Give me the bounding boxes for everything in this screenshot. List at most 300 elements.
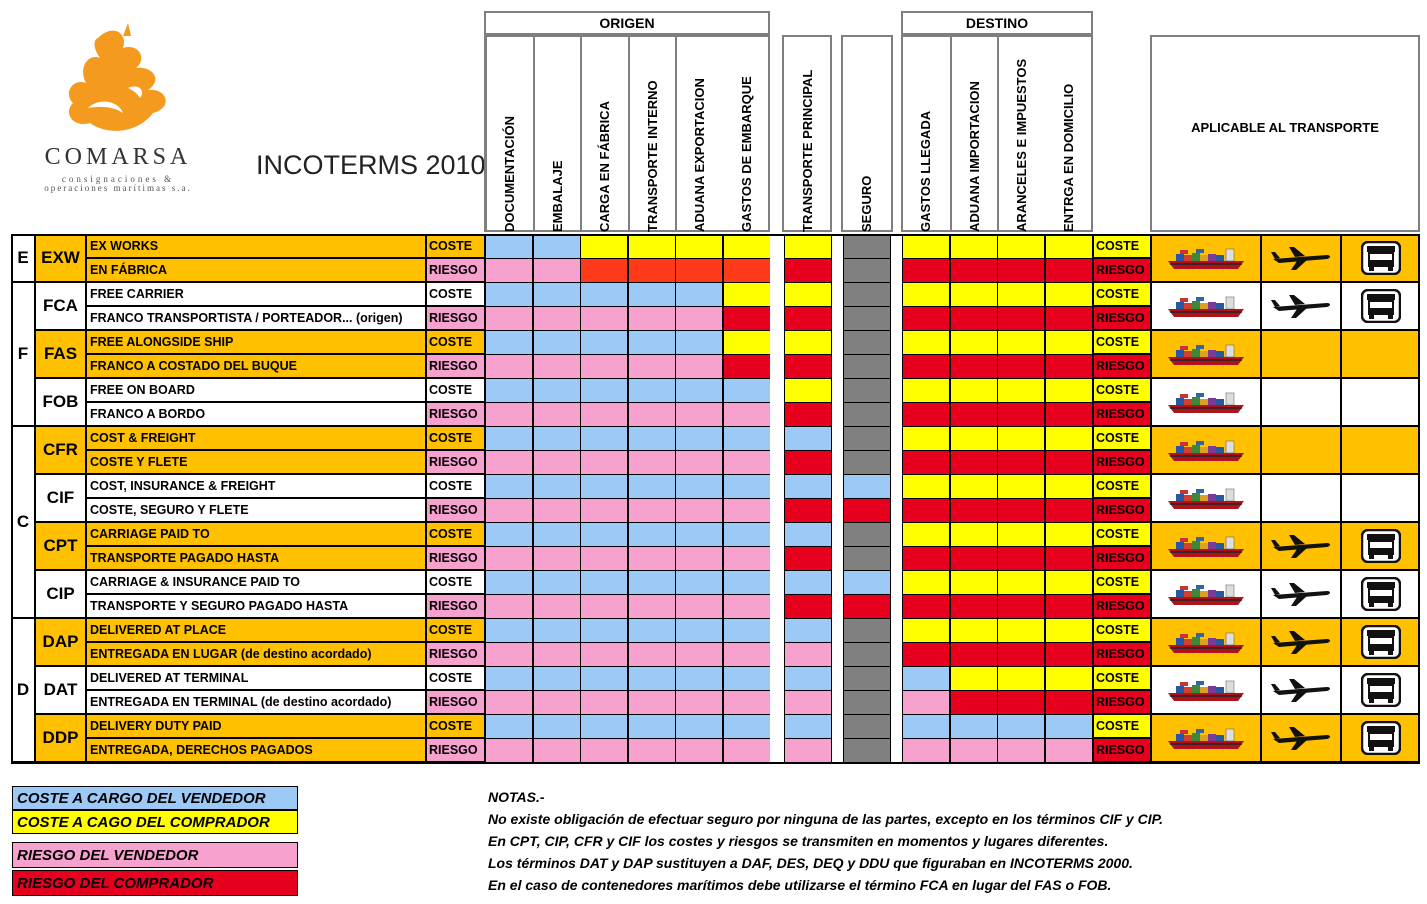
term-name-es: TRANSPORTE Y SEGURO PAGADO HASTA	[86, 594, 426, 618]
term-name-en: FREE ON BOARD	[86, 378, 426, 402]
cost-cell	[628, 282, 676, 307]
cost-label-dest: COSTE	[1093, 618, 1151, 642]
risk-cell	[843, 306, 891, 331]
cost-cell	[1045, 522, 1093, 547]
category-letter: C	[11, 426, 35, 618]
cost-cell	[902, 522, 950, 547]
risk-label-dest: RIESGO	[1093, 594, 1151, 618]
risk-cell	[628, 354, 676, 379]
risk-cell	[723, 258, 771, 283]
cost-cell	[950, 714, 998, 739]
cost-cell	[902, 714, 950, 739]
risk-cell	[950, 642, 998, 667]
risk-cell	[580, 354, 628, 379]
truck-icon	[1341, 282, 1420, 330]
risk-cell	[950, 498, 998, 523]
transport-empty-cell	[1341, 378, 1420, 426]
column-header: TRANSPORTE INTERNO	[628, 35, 675, 232]
risk-cell	[902, 546, 950, 571]
column-header: ENTRGA EN DOMICILIO	[1061, 83, 1076, 232]
cost-cell	[950, 426, 998, 451]
risk-cell	[784, 642, 832, 667]
cost-cell	[784, 426, 832, 451]
cost-cell	[723, 714, 771, 739]
cost-cell	[723, 330, 771, 355]
cost-cell	[485, 474, 533, 499]
cost-cell	[843, 330, 891, 355]
risk-cell	[997, 354, 1045, 379]
risk-cell	[675, 690, 723, 715]
risk-cell	[784, 450, 832, 475]
risk-cell	[843, 402, 891, 427]
cost-cell	[950, 378, 998, 403]
risk-label: RIESGO	[426, 450, 485, 474]
cost-cell	[843, 714, 891, 739]
cost-cell	[485, 282, 533, 307]
aplicable-header: APLICABLE AL TRANSPORTE	[1191, 120, 1379, 135]
risk-cell	[533, 738, 581, 763]
risk-label-dest: RIESGO	[1093, 450, 1151, 474]
cost-cell	[580, 282, 628, 307]
airplane-icon	[1261, 522, 1341, 570]
container-ship-icon	[1151, 522, 1261, 570]
logo-name: COMARSA	[44, 144, 192, 170]
airplane-icon	[1261, 234, 1341, 282]
group-destino: DESTINO	[901, 11, 1093, 35]
cost-label: COSTE	[426, 330, 485, 354]
cost-cell	[723, 618, 771, 643]
cost-cell	[580, 378, 628, 403]
cost-cell	[533, 282, 581, 307]
note-line: En el caso de contenedores marítimos debe utilizarse el término FCA en lugar del FAS o FOB.	[488, 877, 1112, 893]
risk-cell	[485, 354, 533, 379]
cost-cell	[675, 378, 723, 403]
cost-cell	[533, 426, 581, 451]
risk-cell	[628, 498, 676, 523]
incoterm-code: CIF	[35, 474, 86, 522]
note-line: No existe obligación de efectuar seguro por ninguna de las partes, excepto en los términos CIF y CIP.	[488, 811, 1164, 827]
risk-cell	[533, 498, 581, 523]
risk-cell	[1045, 450, 1093, 475]
cost-cell	[533, 666, 581, 691]
cost-cell	[1045, 474, 1093, 499]
note-line: En CPT, CIP, CFR y CIF los costes y riesgos se transmiten en momentos y lugares diferentes.	[488, 833, 1109, 849]
cost-cell	[902, 378, 950, 403]
cost-cell	[1045, 618, 1093, 643]
cost-cell	[997, 330, 1045, 355]
airplane-icon	[1261, 666, 1341, 714]
cost-label-dest: COSTE	[1093, 378, 1151, 402]
risk-cell	[580, 306, 628, 331]
incoterm-code: DAP	[35, 618, 86, 666]
risk-cell	[628, 450, 676, 475]
legend-item: RIESGO DEL VENDEDOR	[12, 842, 298, 868]
truck-icon	[1341, 234, 1420, 282]
cost-cell	[843, 522, 891, 547]
risk-cell	[675, 546, 723, 571]
cost-label-dest: COSTE	[1093, 282, 1151, 306]
cost-cell	[1045, 282, 1093, 307]
cost-cell	[628, 426, 676, 451]
risk-cell	[784, 306, 832, 331]
risk-cell	[533, 306, 581, 331]
cost-cell	[485, 234, 533, 259]
term-name-en: COST & FREIGHT	[86, 426, 426, 450]
risk-cell	[843, 594, 891, 619]
cost-cell	[843, 378, 891, 403]
transport-empty-cell	[1341, 474, 1420, 522]
term-name-en: FREE ALONGSIDE SHIP	[86, 330, 426, 354]
cost-cell	[485, 666, 533, 691]
cost-cell	[902, 474, 950, 499]
risk-cell	[902, 594, 950, 619]
cost-cell	[723, 426, 771, 451]
container-ship-icon	[1151, 378, 1261, 426]
risk-cell	[485, 546, 533, 571]
cost-cell	[723, 570, 771, 595]
category-letter: E	[11, 234, 35, 282]
risk-cell	[723, 402, 771, 427]
risk-cell	[675, 642, 723, 667]
risk-cell	[533, 354, 581, 379]
risk-cell	[843, 642, 891, 667]
cost-label-dest: COSTE	[1093, 714, 1151, 738]
risk-cell	[533, 594, 581, 619]
group-origen: ORIGEN	[484, 11, 770, 35]
risk-cell	[902, 498, 950, 523]
cost-label: COSTE	[426, 426, 485, 450]
airplane-icon	[1261, 618, 1341, 666]
cost-cell	[580, 330, 628, 355]
risk-cell	[784, 498, 832, 523]
risk-cell	[580, 546, 628, 571]
risk-cell	[950, 306, 998, 331]
company-logo	[28, 18, 228, 198]
cost-label: COSTE	[426, 570, 485, 594]
risk-cell	[628, 402, 676, 427]
cost-cell	[580, 570, 628, 595]
cost-cell	[628, 714, 676, 739]
incoterm-code: CPT	[35, 522, 86, 570]
risk-cell	[675, 306, 723, 331]
risk-cell	[784, 690, 832, 715]
risk-cell	[902, 738, 950, 763]
cost-cell	[628, 666, 676, 691]
cost-cell	[1045, 330, 1093, 355]
risk-cell	[580, 402, 628, 427]
cost-cell	[675, 570, 723, 595]
risk-cell	[533, 546, 581, 571]
cost-cell	[784, 474, 832, 499]
incoterm-code: CIP	[35, 570, 86, 618]
cost-cell	[580, 618, 628, 643]
page-title: INCOTERMS 2010	[256, 150, 486, 180]
risk-cell	[580, 498, 628, 523]
risk-cell	[950, 402, 998, 427]
risk-cell	[580, 450, 628, 475]
container-ship-icon	[1151, 330, 1261, 378]
risk-cell	[1045, 498, 1093, 523]
cost-cell	[902, 618, 950, 643]
container-ship-icon	[1151, 474, 1261, 522]
legend-item: RIESGO DEL COMPRADOR	[12, 870, 298, 896]
cost-cell	[784, 378, 832, 403]
risk-label-dest: RIESGO	[1093, 354, 1151, 378]
truck-icon	[1341, 666, 1420, 714]
cost-cell	[843, 426, 891, 451]
risk-cell	[580, 594, 628, 619]
risk-cell	[675, 498, 723, 523]
risk-cell	[997, 546, 1045, 571]
column-header: ADUANA EXPORTACION	[675, 35, 722, 232]
term-name-es: EN FÁBRICA	[86, 258, 426, 282]
logo-tagline: consignaciones &	[61, 174, 175, 184]
risk-cell	[628, 642, 676, 667]
risk-label: RIESGO	[426, 354, 485, 378]
truck-icon	[1341, 618, 1420, 666]
cost-cell	[784, 618, 832, 643]
cost-cell	[485, 330, 533, 355]
cost-cell	[580, 234, 628, 259]
cost-cell	[997, 234, 1045, 259]
cost-cell	[628, 330, 676, 355]
cost-cell	[950, 282, 998, 307]
risk-cell	[902, 690, 950, 715]
risk-cell	[580, 258, 628, 283]
cost-cell	[628, 234, 676, 259]
incoterm-code: EXW	[35, 234, 86, 282]
risk-cell	[485, 690, 533, 715]
cost-cell	[784, 522, 832, 547]
risk-cell	[997, 642, 1045, 667]
risk-cell	[1045, 594, 1093, 619]
category-letter: D	[11, 618, 35, 762]
cost-cell	[784, 666, 832, 691]
column-header: GASTOS LLEGADA	[918, 110, 933, 232]
cost-cell	[675, 234, 723, 259]
cost-cell	[485, 570, 533, 595]
cost-cell	[580, 426, 628, 451]
cost-cell	[950, 618, 998, 643]
risk-label-dest: RIESGO	[1093, 498, 1151, 522]
cost-label-dest: COSTE	[1093, 426, 1151, 450]
risk-cell	[997, 498, 1045, 523]
risk-cell	[675, 738, 723, 763]
risk-cell	[902, 258, 950, 283]
cost-cell	[628, 618, 676, 643]
term-name-en: CARRIAGE & INSURANCE PAID TO	[86, 570, 426, 594]
risk-cell	[997, 738, 1045, 763]
column-header: TRANSPORTE PRINCIPAL	[800, 69, 815, 232]
cost-cell	[950, 666, 998, 691]
risk-label: RIESGO	[426, 498, 485, 522]
cost-cell	[485, 426, 533, 451]
risk-cell	[675, 258, 723, 283]
transport-empty-cell	[1261, 426, 1341, 474]
term-name-en: DELIVERED AT PLACE	[86, 618, 426, 642]
risk-label: RIESGO	[426, 642, 485, 666]
risk-label: RIESGO	[426, 546, 485, 570]
risk-cell	[1045, 258, 1093, 283]
cost-cell	[580, 474, 628, 499]
risk-cell	[902, 402, 950, 427]
risk-cell	[902, 354, 950, 379]
cost-cell	[628, 378, 676, 403]
risk-cell	[843, 354, 891, 379]
risk-label: RIESGO	[426, 306, 485, 330]
term-name-es: ENTREGADA EN TERMINAL (de destino acordado)	[86, 690, 426, 714]
cost-cell	[843, 234, 891, 259]
cost-cell	[723, 474, 771, 499]
legend-item: COSTE A CARGO DEL VENDEDOR	[12, 786, 298, 810]
risk-cell	[723, 354, 771, 379]
cost-label-dest: COSTE	[1093, 522, 1151, 546]
cost-cell	[675, 330, 723, 355]
container-ship-icon	[1151, 570, 1261, 618]
risk-cell	[580, 642, 628, 667]
cost-cell	[843, 618, 891, 643]
risk-cell	[1045, 546, 1093, 571]
risk-cell	[485, 594, 533, 619]
cost-label-dest: COSTE	[1093, 570, 1151, 594]
cost-label-dest: COSTE	[1093, 330, 1151, 354]
container-ship-icon	[1151, 618, 1261, 666]
cost-cell	[628, 522, 676, 547]
airplane-icon	[1261, 714, 1341, 762]
risk-cell	[784, 546, 832, 571]
column-header: EMBALAJE	[533, 35, 580, 232]
container-ship-icon	[1151, 714, 1261, 762]
term-name-es: FRANCO TRANSPORTISTA / PORTEADOR... (origen)	[86, 306, 426, 330]
transport-empty-cell	[1341, 426, 1420, 474]
risk-cell	[580, 738, 628, 763]
cost-cell	[784, 714, 832, 739]
cost-cell	[533, 570, 581, 595]
cost-cell	[784, 570, 832, 595]
note-line: Los términos DAT y DAP sustituyen a DAF, DES, DEQ y DDU que figuraban en INCOTERMS 2000.	[488, 855, 1133, 871]
cost-cell	[843, 474, 891, 499]
incoterm-code: DAT	[35, 666, 86, 714]
cost-label-dest: COSTE	[1093, 234, 1151, 258]
cost-cell	[902, 282, 950, 307]
cost-cell	[533, 522, 581, 547]
cost-label: COSTE	[426, 282, 485, 306]
risk-cell	[485, 402, 533, 427]
cost-cell	[533, 378, 581, 403]
risk-label-dest: RIESGO	[1093, 690, 1151, 714]
risk-cell	[723, 738, 771, 763]
cost-cell	[485, 522, 533, 547]
truck-icon	[1341, 570, 1420, 618]
transport-empty-cell	[1261, 378, 1341, 426]
risk-cell	[628, 690, 676, 715]
risk-cell	[1045, 642, 1093, 667]
incoterm-code: FOB	[35, 378, 86, 426]
risk-cell	[843, 258, 891, 283]
risk-cell	[533, 402, 581, 427]
cost-cell	[997, 426, 1045, 451]
risk-label-dest: RIESGO	[1093, 738, 1151, 762]
risk-cell	[485, 306, 533, 331]
column-header: GASTOS DE EMBARQUE	[739, 76, 754, 232]
cost-cell	[784, 282, 832, 307]
risk-cell	[723, 306, 771, 331]
risk-cell	[485, 450, 533, 475]
transport-empty-cell	[1341, 330, 1420, 378]
cost-cell	[675, 522, 723, 547]
risk-cell	[843, 738, 891, 763]
term-name-en: FREE CARRIER	[86, 282, 426, 306]
term-name-es: TRANSPORTE PAGADO HASTA	[86, 546, 426, 570]
risk-cell	[950, 258, 998, 283]
risk-cell	[997, 402, 1045, 427]
cost-cell	[950, 330, 998, 355]
cost-cell	[997, 474, 1045, 499]
cost-cell	[843, 666, 891, 691]
cost-cell	[533, 618, 581, 643]
cost-cell	[1045, 234, 1093, 259]
risk-cell	[997, 690, 1045, 715]
risk-label-dest: RIESGO	[1093, 258, 1151, 282]
risk-label-dest: RIESGO	[1093, 402, 1151, 426]
transport-empty-cell	[1261, 330, 1341, 378]
cost-cell	[580, 666, 628, 691]
cost-cell	[902, 330, 950, 355]
risk-cell	[485, 258, 533, 283]
risk-cell	[675, 354, 723, 379]
risk-cell	[628, 594, 676, 619]
risk-cell	[628, 546, 676, 571]
risk-cell	[485, 498, 533, 523]
term-name-es: ENTREGADA, DERECHOS PAGADOS	[86, 738, 426, 762]
cost-cell	[723, 282, 771, 307]
logo-tagline-2: operaciones marítimas s.a.	[44, 183, 192, 193]
risk-cell	[784, 594, 832, 619]
cost-cell	[675, 666, 723, 691]
cost-cell	[950, 474, 998, 499]
risk-cell	[675, 594, 723, 619]
risk-cell	[533, 450, 581, 475]
cost-cell	[723, 666, 771, 691]
risk-label: RIESGO	[426, 738, 485, 762]
cost-label: COSTE	[426, 714, 485, 738]
cost-cell	[723, 378, 771, 403]
risk-label-dest: RIESGO	[1093, 306, 1151, 330]
cost-label: COSTE	[426, 474, 485, 498]
risk-cell	[723, 690, 771, 715]
risk-cell	[950, 546, 998, 571]
risk-label-dest: RIESGO	[1093, 642, 1151, 666]
cost-cell	[628, 474, 676, 499]
risk-cell	[723, 642, 771, 667]
cost-cell	[580, 522, 628, 547]
term-name-en: EX WORKS	[86, 234, 426, 258]
risk-cell	[533, 690, 581, 715]
incoterm-code: DDP	[35, 714, 86, 762]
cost-cell	[997, 666, 1045, 691]
cost-label: COSTE	[426, 378, 485, 402]
risk-cell	[950, 450, 998, 475]
risk-cell	[902, 642, 950, 667]
cost-cell	[902, 570, 950, 595]
risk-cell	[843, 498, 891, 523]
column-header: CARGA EN FÁBRICA	[580, 35, 627, 232]
cost-cell	[997, 618, 1045, 643]
cost-cell	[997, 714, 1045, 739]
risk-cell	[997, 594, 1045, 619]
risk-cell	[675, 450, 723, 475]
risk-cell	[997, 450, 1045, 475]
